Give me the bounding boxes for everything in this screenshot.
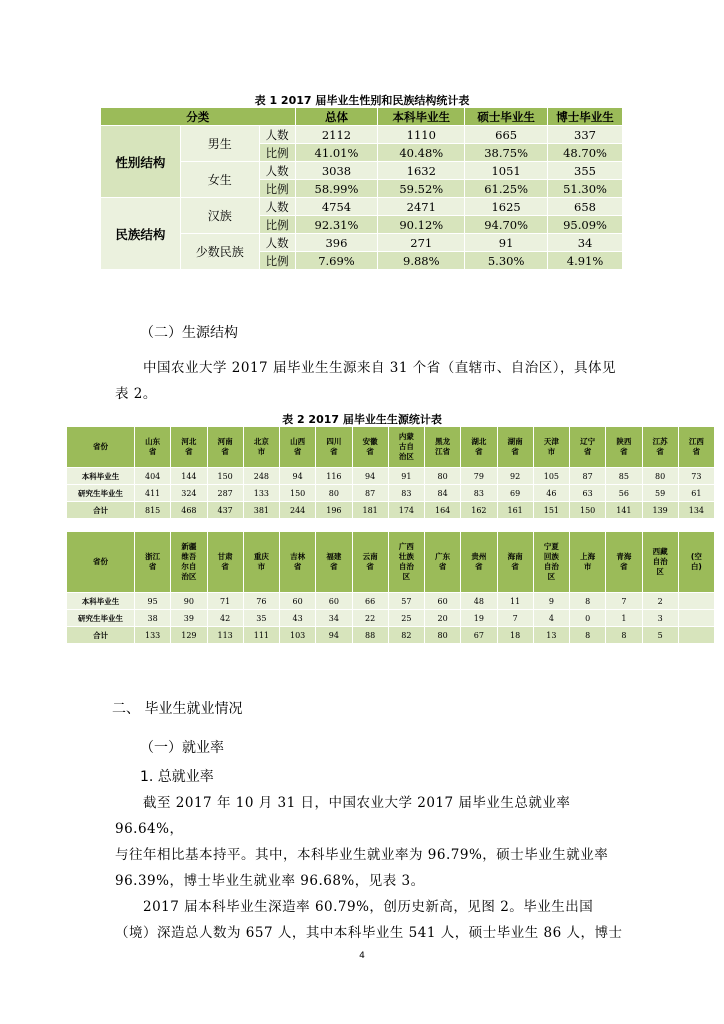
cell: 381 xyxy=(243,502,279,519)
cell: 116 xyxy=(316,468,352,485)
cell: 61.25% xyxy=(465,180,548,198)
cell: 287 xyxy=(207,485,243,502)
cell: 71 xyxy=(207,593,243,610)
cell: 80 xyxy=(425,627,461,644)
cell: 40.48% xyxy=(378,144,465,162)
province-header: 湖南 省 xyxy=(497,427,533,468)
cell: 58.99% xyxy=(295,180,378,198)
cell: 134 xyxy=(678,502,714,519)
province-header: 新疆 维吾 尔自 治区 xyxy=(171,532,207,593)
province-header: 青海 省 xyxy=(606,532,642,593)
cell: 82 xyxy=(388,627,424,644)
cell: 94 xyxy=(280,468,316,485)
cell: 41.01% xyxy=(295,144,378,162)
cell: 1625 xyxy=(465,198,548,216)
cell: 94.70% xyxy=(465,216,548,234)
employment-paragraph xyxy=(115,790,630,946)
cell: 105 xyxy=(533,468,569,485)
col-header-total: 总体 xyxy=(295,108,378,126)
table-row xyxy=(67,593,715,610)
cell: 4754 xyxy=(295,198,378,216)
cell: 4.91% xyxy=(548,252,623,270)
row-label-grad: 研究生毕业生 xyxy=(67,610,135,627)
row-label-undergrad: 本科毕业生 xyxy=(67,468,135,485)
cell xyxy=(678,627,714,644)
province-header: 天津 市 xyxy=(533,427,569,468)
table-row xyxy=(101,126,623,144)
cell: 42 xyxy=(207,610,243,627)
cell: 60 xyxy=(316,593,352,610)
cell: 61 xyxy=(678,485,714,502)
province-header: 北京 市 xyxy=(243,427,279,468)
group-ethnic: 民族结构 xyxy=(101,198,181,270)
cell: 90.12% xyxy=(378,216,465,234)
province-header: 宁夏 回族 自治 区 xyxy=(533,532,569,593)
province-label: 省份 xyxy=(67,532,135,593)
cell: 11 xyxy=(497,593,533,610)
cell: 34 xyxy=(548,234,623,252)
cell: 59.52% xyxy=(378,180,465,198)
province-header: 四川 省 xyxy=(316,427,352,468)
province-header: 江苏 省 xyxy=(642,427,678,468)
cell: 9.88% xyxy=(378,252,465,270)
section-heading-employment: 二、 毕业生就业情况 xyxy=(112,701,243,717)
cell: 92.31% xyxy=(295,216,378,234)
row-label: 人数 xyxy=(259,198,295,216)
table1-gender-ethnicity xyxy=(100,107,623,270)
cell: 141 xyxy=(606,502,642,519)
cell: 1632 xyxy=(378,162,465,180)
cell: 1110 xyxy=(378,126,465,144)
cell xyxy=(678,593,714,610)
cell: 150 xyxy=(207,468,243,485)
row-label-grad: 研究生毕业生 xyxy=(67,485,135,502)
province-header: 重庆 市 xyxy=(243,532,279,593)
cell: 396 xyxy=(295,234,378,252)
table2-part2 xyxy=(66,531,715,644)
cell: 5.30% xyxy=(465,252,548,270)
para1-line1: 截至 2017 年 10 月 31 日，中国农业大学 2017 届毕业生总就业率 96.64%， xyxy=(115,795,571,837)
section-heading-rate: （一）就业率 xyxy=(140,740,224,756)
cell: 164 xyxy=(425,502,461,519)
cell: 94 xyxy=(352,468,388,485)
col-header-master: 硕士毕业生 xyxy=(465,108,548,126)
cell: 8 xyxy=(606,627,642,644)
para2-line2: （境）深造总人数为 657 人，其中本科毕业生 541 人，硕士毕业生 86 人，博士 xyxy=(115,925,623,941)
province-header: 吉林 省 xyxy=(280,532,316,593)
section-heading-source: （二）生源结构 xyxy=(140,325,238,341)
para2-line1: 2017 届本科毕业生深造率 60.79%，创历史新高，见图 2。毕业生出国 xyxy=(143,899,594,915)
cell: 80 xyxy=(642,468,678,485)
province-header: 湖北 省 xyxy=(461,427,497,468)
cell: 73 xyxy=(678,468,714,485)
table1-caption: 表 1 2017 届毕业生性别和民族结构统计表 xyxy=(254,94,470,107)
table-row xyxy=(67,502,715,519)
cell: 35 xyxy=(243,610,279,627)
cell: 248 xyxy=(243,468,279,485)
province-header: 西藏 自治 区 xyxy=(642,532,678,593)
row-label-total: 合计 xyxy=(67,502,135,519)
row-label: 比例 xyxy=(259,252,295,270)
cell: 3038 xyxy=(295,162,378,180)
cell: 22 xyxy=(352,610,388,627)
cell: 1 xyxy=(606,610,642,627)
table2-province-row-1 xyxy=(67,427,715,468)
cell: 38.75% xyxy=(465,144,548,162)
cell: 8 xyxy=(570,593,606,610)
cell: 34 xyxy=(316,610,352,627)
cell: 8 xyxy=(570,627,606,644)
cell: 129 xyxy=(171,627,207,644)
cell: 85 xyxy=(606,468,642,485)
table-row xyxy=(67,610,715,627)
source-para-line2: 表 2。 xyxy=(115,386,157,402)
cell: 38 xyxy=(135,610,171,627)
province-header: 上海 市 xyxy=(570,532,606,593)
cell: 83 xyxy=(388,485,424,502)
col-header-undergrad: 本科毕业生 xyxy=(378,108,465,126)
province-header: 云南 省 xyxy=(352,532,388,593)
para1-line2: 与往年相比基本持平。其中，本科毕业生就业率为 96.79%，硕士毕业生就业率 xyxy=(115,847,609,863)
table-row xyxy=(67,485,715,502)
cell: 80 xyxy=(316,485,352,502)
row-label-undergrad: 本科毕业生 xyxy=(67,593,135,610)
table2-caption: 表 2 2017 届毕业生生源统计表 xyxy=(282,413,442,426)
cell: 161 xyxy=(497,502,533,519)
cell: 7 xyxy=(497,610,533,627)
row-label: 比例 xyxy=(259,144,295,162)
cell: 92 xyxy=(497,468,533,485)
cell: 87 xyxy=(352,485,388,502)
cell: 337 xyxy=(548,126,623,144)
source-paragraph xyxy=(115,355,630,381)
cell: 7 xyxy=(606,593,642,610)
cell: 48 xyxy=(461,593,497,610)
province-header: 甘肃 省 xyxy=(207,532,243,593)
cell: 103 xyxy=(280,627,316,644)
cell: 57 xyxy=(388,593,424,610)
table2-part1 xyxy=(66,426,715,519)
cell: 244 xyxy=(280,502,316,519)
cell: 133 xyxy=(243,485,279,502)
sub-female: 女生 xyxy=(180,162,259,198)
cell: 83 xyxy=(461,485,497,502)
sub-male: 男生 xyxy=(180,126,259,162)
province-header: 安徽 省 xyxy=(352,427,388,468)
province-header: 福建 省 xyxy=(316,532,352,593)
row-label: 人数 xyxy=(259,162,295,180)
cell: 468 xyxy=(171,502,207,519)
row-label-total: 合计 xyxy=(67,627,135,644)
province-header: 山东 省 xyxy=(135,427,171,468)
province-header: 浙江 省 xyxy=(135,532,171,593)
cell: 84 xyxy=(425,485,461,502)
cell: 9 xyxy=(533,593,569,610)
cell: 411 xyxy=(135,485,171,502)
cell: 25 xyxy=(388,610,424,627)
cell: 151 xyxy=(533,502,569,519)
cell: 1051 xyxy=(465,162,548,180)
col-header-doctor: 博士毕业生 xyxy=(548,108,623,126)
province-header: 广西 壮族 自治 区 xyxy=(388,532,424,593)
cell: 437 xyxy=(207,502,243,519)
cell: 60 xyxy=(425,593,461,610)
cell: 0 xyxy=(570,610,606,627)
cell: 51.30% xyxy=(548,180,623,198)
cell: 150 xyxy=(280,485,316,502)
cell: 13 xyxy=(533,627,569,644)
source-paragraph-cont xyxy=(115,381,630,407)
cell: 76 xyxy=(243,593,279,610)
cell: 355 xyxy=(548,162,623,180)
para1-line3: 96.39%，博士毕业生就业率 96.68%，见表 3。 xyxy=(115,873,425,889)
row-label: 比例 xyxy=(259,180,295,198)
row-label: 比例 xyxy=(259,216,295,234)
cell: 815 xyxy=(135,502,171,519)
cell: 91 xyxy=(388,468,424,485)
cell: 3 xyxy=(642,610,678,627)
cell: 7.69% xyxy=(295,252,378,270)
cell: 5 xyxy=(642,627,678,644)
cell: 91 xyxy=(465,234,548,252)
cell: 60 xyxy=(280,593,316,610)
table-row xyxy=(67,627,715,644)
cell: 94 xyxy=(316,627,352,644)
cell: 39 xyxy=(171,610,207,627)
cell: 66 xyxy=(352,593,388,610)
cell: 324 xyxy=(171,485,207,502)
province-label: 省份 xyxy=(67,427,135,468)
subheading-total-rate: 1. 总就业率 xyxy=(140,769,214,785)
cell: 665 xyxy=(465,126,548,144)
cell: 4 xyxy=(533,610,569,627)
cell: 67 xyxy=(461,627,497,644)
table1-header-row xyxy=(101,108,623,126)
cell: 59 xyxy=(642,485,678,502)
cell: 144 xyxy=(171,468,207,485)
cell: 111 xyxy=(243,627,279,644)
cell: 56 xyxy=(606,485,642,502)
cell: 271 xyxy=(378,234,465,252)
province-header: (空 白) xyxy=(678,532,714,593)
province-header: 河北 省 xyxy=(171,427,207,468)
province-header: 海南 省 xyxy=(497,532,533,593)
cell: 18 xyxy=(497,627,533,644)
row-label: 人数 xyxy=(259,234,295,252)
cell: 69 xyxy=(497,485,533,502)
cell: 658 xyxy=(548,198,623,216)
province-header: 辽宁 省 xyxy=(570,427,606,468)
cell: 63 xyxy=(570,485,606,502)
table-row xyxy=(67,468,715,485)
sub-han: 汉族 xyxy=(180,198,259,234)
cell: 48.70% xyxy=(548,144,623,162)
col-header-category: 分类 xyxy=(101,108,296,126)
province-header: 河南 省 xyxy=(207,427,243,468)
cell: 43 xyxy=(280,610,316,627)
cell: 79 xyxy=(461,468,497,485)
province-header: 山西 省 xyxy=(280,427,316,468)
cell: 2 xyxy=(642,593,678,610)
cell: 113 xyxy=(207,627,243,644)
cell: 2471 xyxy=(378,198,465,216)
cell: 20 xyxy=(425,610,461,627)
province-header: 陕西 省 xyxy=(606,427,642,468)
cell: 46 xyxy=(533,485,569,502)
cell: 19 xyxy=(461,610,497,627)
group-gender: 性别结构 xyxy=(101,126,181,198)
province-header: 江西 省 xyxy=(678,427,714,468)
cell: 196 xyxy=(316,502,352,519)
cell: 95.09% xyxy=(548,216,623,234)
province-header: 贵州 省 xyxy=(461,532,497,593)
province-header: 内蒙 古自 治区 xyxy=(388,427,424,468)
cell: 181 xyxy=(352,502,388,519)
cell: 174 xyxy=(388,502,424,519)
cell: 80 xyxy=(425,468,461,485)
table-row xyxy=(101,198,623,216)
sub-minority: 少数民族 xyxy=(180,234,259,270)
cell: 150 xyxy=(570,502,606,519)
page-number: 4 xyxy=(359,951,365,961)
cell: 88 xyxy=(352,627,388,644)
cell xyxy=(678,610,714,627)
cell: 139 xyxy=(642,502,678,519)
table2-province-row-2 xyxy=(67,532,715,593)
cell: 90 xyxy=(171,593,207,610)
province-header: 黑龙 江省 xyxy=(425,427,461,468)
cell: 133 xyxy=(135,627,171,644)
province-header: 广东 省 xyxy=(425,532,461,593)
cell: 95 xyxy=(135,593,171,610)
cell: 404 xyxy=(135,468,171,485)
cell: 87 xyxy=(570,468,606,485)
cell: 2112 xyxy=(295,126,378,144)
row-label: 人数 xyxy=(259,126,295,144)
source-para-line1: 中国农业大学 2017 届毕业生生源来自 31 个省（直辖市、自治区），具体见 xyxy=(143,360,616,376)
cell: 162 xyxy=(461,502,497,519)
